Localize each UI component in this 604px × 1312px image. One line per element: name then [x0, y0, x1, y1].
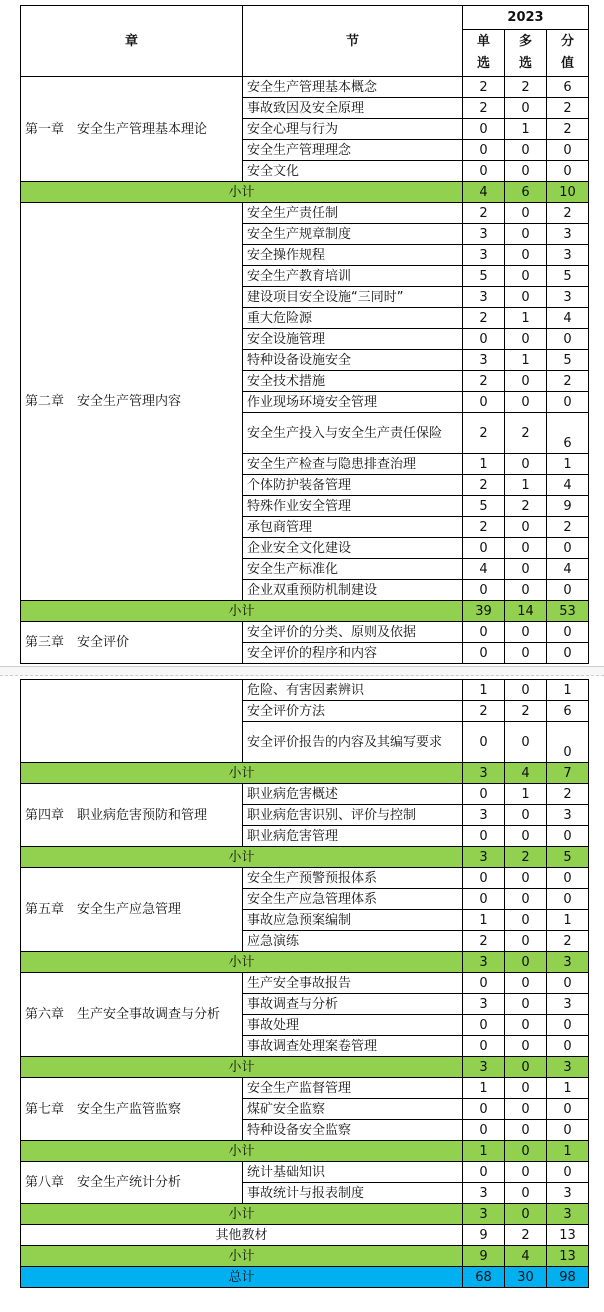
multi-choice-count: 0 — [505, 371, 547, 392]
single-choice-count: 4 — [463, 182, 505, 203]
single-choice-count: 3 — [463, 224, 505, 245]
multi-choice-count: 1 — [505, 784, 547, 805]
single-choice-count: 2 — [463, 701, 505, 722]
single-choice-count: 1 — [463, 910, 505, 931]
multi-choice-count: 0 — [505, 1015, 547, 1036]
section-cell: 事故统计与报表制度 — [243, 1183, 463, 1204]
single-choice-count: 3 — [463, 952, 505, 973]
score-value: 0 — [547, 538, 589, 559]
single-choice-count: 3 — [463, 1057, 505, 1078]
section-cell: 作业现场环境安全管理 — [243, 392, 463, 413]
score-value: 0 — [547, 140, 589, 161]
single-choice-count: 2 — [463, 931, 505, 952]
subtotal-row-label: 小计 — [21, 847, 463, 868]
single-choice-count: 3 — [463, 763, 505, 784]
single-choice-count: 0 — [463, 889, 505, 910]
single-choice-count: 2 — [463, 98, 505, 119]
chapter-cell: 第四章 职业病危害预防和管理 — [21, 784, 243, 847]
single-choice-header: 单选 — [463, 30, 505, 77]
single-choice-count: 4 — [463, 559, 505, 580]
score-value: 4 — [547, 475, 589, 496]
subtotal-row — [21, 1246, 589, 1267]
section-cell: 事故调查与分析 — [243, 994, 463, 1015]
subtotal-row-label: 小计 — [21, 1246, 463, 1267]
single-choice-count: 2 — [463, 517, 505, 538]
section-cell: 建设项目安全设施“三同时” — [243, 287, 463, 308]
score-value: 2 — [547, 784, 589, 805]
single-choice-count: 1 — [463, 680, 505, 701]
chapter-cell: 第五章 安全生产应急管理 — [21, 868, 243, 952]
score-value: 2 — [547, 931, 589, 952]
single-choice-count: 1 — [463, 454, 505, 475]
multi-choice-count: 0 — [505, 931, 547, 952]
score-value: 3 — [547, 224, 589, 245]
section-cell: 安全生产应急管理体系 — [243, 889, 463, 910]
score-value: 0 — [547, 722, 589, 763]
chapter-header: 章 — [21, 6, 243, 77]
single-choice-count: 0 — [463, 622, 505, 643]
score-value: 4 — [547, 559, 589, 580]
single-choice-count: 2 — [463, 413, 505, 454]
multi-choice-count: 0 — [505, 580, 547, 601]
chapter-cell: 第七章 安全生产监管监察 — [21, 1078, 243, 1141]
score-value: 0 — [547, 622, 589, 643]
multi-choice-count: 0 — [505, 973, 547, 994]
single-choice-count: 0 — [463, 140, 505, 161]
multi-choice-count: 0 — [505, 1120, 547, 1141]
multi-choice-count: 0 — [505, 161, 547, 182]
section-cell: 职业病危害识别、评价与控制 — [243, 805, 463, 826]
multi-choice-count: 1 — [505, 119, 547, 140]
multi-choice-count: 0 — [505, 203, 547, 224]
multi-choice-count: 0 — [505, 1204, 547, 1225]
single-choice-count: 0 — [463, 722, 505, 763]
single-choice-count: 3 — [463, 245, 505, 266]
multi-choice-count: 1 — [505, 350, 547, 371]
single-choice-count: 0 — [463, 392, 505, 413]
score-value: 5 — [547, 847, 589, 868]
multi-choice-count: 0 — [505, 889, 547, 910]
score-value: 2 — [547, 371, 589, 392]
multi-choice-count: 0 — [505, 392, 547, 413]
subtotal-row — [21, 601, 589, 622]
multi-choice-count: 0 — [505, 1141, 547, 1162]
single-choice-count: 2 — [463, 371, 505, 392]
multi-choice-count: 0 — [505, 559, 547, 580]
table-row — [21, 77, 589, 98]
grand-total-row-label: 总计 — [21, 1267, 463, 1288]
subtotal-row-label: 小计 — [21, 1057, 463, 1078]
table-row — [21, 680, 589, 701]
section-cell: 企业双重预防机制建设 — [243, 580, 463, 601]
score-value: 0 — [547, 889, 589, 910]
single-choice-count: 68 — [463, 1267, 505, 1288]
multi-choice-count: 1 — [505, 308, 547, 329]
other-textbook-row-label: 其他教材 — [21, 1225, 463, 1246]
multi-choice-count: 2 — [505, 77, 547, 98]
multi-choice-count: 0 — [505, 224, 547, 245]
single-choice-count: 39 — [463, 601, 505, 622]
section-cell: 安全生产标准化 — [243, 559, 463, 580]
subtotal-row — [21, 1204, 589, 1225]
table-row — [21, 973, 589, 994]
chapter-cell: 第二章 安全生产管理内容 — [21, 203, 243, 601]
section-cell: 特种设备设施安全 — [243, 350, 463, 371]
multi-choice-count: 0 — [505, 1099, 547, 1120]
score-value: 6 — [547, 701, 589, 722]
multi-choice-count: 0 — [505, 622, 547, 643]
score-value: 0 — [547, 643, 589, 664]
score-value: 1 — [547, 1078, 589, 1099]
multi-choice-count: 0 — [505, 994, 547, 1015]
single-choice-count: 2 — [463, 77, 505, 98]
single-choice-count: 3 — [463, 847, 505, 868]
score-value: 5 — [547, 350, 589, 371]
score-value: 5 — [547, 266, 589, 287]
multi-choice-count: 0 — [505, 722, 547, 763]
exam-distribution-table-page-2 — [20, 679, 589, 1288]
subtotal-row-label: 小计 — [21, 182, 463, 203]
section-cell: 事故处理 — [243, 1015, 463, 1036]
multi-choice-header: 多选 — [505, 30, 547, 77]
multi-choice-count: 0 — [505, 910, 547, 931]
single-choice-count: 3 — [463, 287, 505, 308]
table-row — [21, 622, 589, 643]
multi-choice-count: 0 — [505, 98, 547, 119]
grand-total-row — [21, 1267, 589, 1288]
section-cell: 安全评价方法 — [243, 701, 463, 722]
section-cell: 个体防护装备管理 — [243, 475, 463, 496]
section-cell: 煤矿安全监察 — [243, 1099, 463, 1120]
score-value: 0 — [547, 161, 589, 182]
section-cell: 安全评价报告的内容及其编写要求 — [243, 722, 463, 763]
section-cell: 安全评价的程序和内容 — [243, 643, 463, 664]
subtotal-row — [21, 1141, 589, 1162]
single-choice-count: 0 — [463, 1162, 505, 1183]
score-value: 1 — [547, 680, 589, 701]
multi-choice-count: 0 — [505, 680, 547, 701]
single-choice-count: 3 — [463, 1183, 505, 1204]
multi-choice-count: 2 — [505, 1225, 547, 1246]
subtotal-row-label: 小计 — [21, 1141, 463, 1162]
score-value: 0 — [547, 973, 589, 994]
section-cell: 安全设施管理 — [243, 329, 463, 350]
multi-choice-count: 0 — [505, 805, 547, 826]
score-value: 6 — [547, 77, 589, 98]
multi-choice-count: 6 — [505, 182, 547, 203]
section-cell: 事故应急预案编制 — [243, 910, 463, 931]
multi-choice-count: 0 — [505, 643, 547, 664]
score-value: 1 — [547, 454, 589, 475]
score-value: 2 — [547, 517, 589, 538]
section-cell: 安全生产投入与安全生产责任保险 — [243, 413, 463, 454]
section-cell: 安全生产预警预报体系 — [243, 868, 463, 889]
score-value: 2 — [547, 119, 589, 140]
multi-choice-count: 2 — [505, 701, 547, 722]
single-choice-count: 0 — [463, 161, 505, 182]
single-choice-count: 0 — [463, 538, 505, 559]
single-choice-count: 0 — [463, 868, 505, 889]
subtotal-row-label: 小计 — [21, 601, 463, 622]
subtotal-row-label: 小计 — [21, 952, 463, 973]
multi-choice-count: 4 — [505, 1246, 547, 1267]
single-choice-count: 2 — [463, 308, 505, 329]
table-row — [21, 1162, 589, 1183]
score-value: 3 — [547, 287, 589, 308]
multi-choice-count: 0 — [505, 454, 547, 475]
single-choice-count: 0 — [463, 119, 505, 140]
subtotal-row — [21, 847, 589, 868]
multi-choice-count: 0 — [505, 1036, 547, 1057]
section-cell: 特殊作业安全管理 — [243, 496, 463, 517]
multi-choice-count: 0 — [505, 140, 547, 161]
multi-choice-count: 0 — [505, 329, 547, 350]
single-choice-count: 0 — [463, 826, 505, 847]
multi-choice-count: 0 — [505, 245, 547, 266]
score-value: 0 — [547, 392, 589, 413]
multi-choice-count: 1 — [505, 475, 547, 496]
section-cell: 重大危险源 — [243, 308, 463, 329]
subtotal-row-label: 小计 — [21, 1204, 463, 1225]
score-value: 1 — [547, 1141, 589, 1162]
score-value: 0 — [547, 1099, 589, 1120]
score-value: 2 — [547, 98, 589, 119]
section-cell: 安全生产管理基本概念 — [243, 77, 463, 98]
multi-choice-count: 0 — [505, 266, 547, 287]
section-cell: 事故调查处理案卷管理 — [243, 1036, 463, 1057]
subtotal-row — [21, 1057, 589, 1078]
subtotal-row — [21, 763, 589, 784]
score-value: 3 — [547, 1204, 589, 1225]
section-cell: 安全心理与行为 — [243, 119, 463, 140]
score-value: 7 — [547, 763, 589, 784]
multi-choice-count: 0 — [505, 1057, 547, 1078]
single-choice-count: 2 — [463, 203, 505, 224]
single-choice-count: 2 — [463, 475, 505, 496]
score-value: 0 — [547, 826, 589, 847]
score-value: 0 — [547, 1162, 589, 1183]
score-value: 13 — [547, 1246, 589, 1267]
score-value: 4 — [547, 308, 589, 329]
single-choice-count: 3 — [463, 1204, 505, 1225]
multi-choice-count: 0 — [505, 1078, 547, 1099]
table-row — [21, 203, 589, 224]
score-value: 0 — [547, 1036, 589, 1057]
score-value: 98 — [547, 1267, 589, 1288]
multi-choice-count: 0 — [505, 1183, 547, 1204]
single-choice-count: 0 — [463, 973, 505, 994]
section-cell: 安全生产规章制度 — [243, 224, 463, 245]
section-cell: 承包商管理 — [243, 517, 463, 538]
multi-choice-count: 0 — [505, 868, 547, 889]
multi-choice-count: 0 — [505, 952, 547, 973]
score-value: 9 — [547, 496, 589, 517]
section-cell: 安全生产责任制 — [243, 203, 463, 224]
score-value: 3 — [547, 994, 589, 1015]
section-cell: 安全技术措施 — [243, 371, 463, 392]
section-cell: 安全生产管理理念 — [243, 140, 463, 161]
score-value: 3 — [547, 952, 589, 973]
score-value: 53 — [547, 601, 589, 622]
section-cell: 生产安全事故报告 — [243, 973, 463, 994]
section-cell: 危险、有害因素辨识 — [243, 680, 463, 701]
section-cell: 安全操作规程 — [243, 245, 463, 266]
score-value: 6 — [547, 413, 589, 454]
other-textbook-row — [21, 1225, 589, 1246]
section-cell: 事故致因及安全原理 — [243, 98, 463, 119]
section-header: 节 — [243, 6, 463, 77]
multi-choice-count: 0 — [505, 1162, 547, 1183]
score-value: 10 — [547, 182, 589, 203]
subtotal-row — [21, 952, 589, 973]
section-cell: 安全生产教育培训 — [243, 266, 463, 287]
section-cell: 安全生产监督管理 — [243, 1078, 463, 1099]
multi-choice-count: 0 — [505, 517, 547, 538]
section-cell: 安全文化 — [243, 161, 463, 182]
section-cell: 应急演练 — [243, 931, 463, 952]
score-value: 1 — [547, 910, 589, 931]
multi-choice-count: 2 — [505, 413, 547, 454]
single-choice-count: 5 — [463, 496, 505, 517]
chapter-cell: 第三章 安全评价 — [21, 622, 243, 664]
single-choice-count: 3 — [463, 350, 505, 371]
score-value: 3 — [547, 805, 589, 826]
multi-choice-count: 2 — [505, 847, 547, 868]
single-choice-count: 1 — [463, 1141, 505, 1162]
single-choice-count: 1 — [463, 1078, 505, 1099]
score-value: 0 — [547, 329, 589, 350]
table-row — [21, 1078, 589, 1099]
single-choice-count: 9 — [463, 1246, 505, 1267]
score-value: 3 — [547, 1057, 589, 1078]
section-cell: 统计基础知识 — [243, 1162, 463, 1183]
score-value: 13 — [547, 1225, 589, 1246]
single-choice-count: 3 — [463, 994, 505, 1015]
score-value: 3 — [547, 245, 589, 266]
score-value: 0 — [547, 1015, 589, 1036]
single-choice-count: 0 — [463, 1036, 505, 1057]
single-choice-count: 0 — [463, 1120, 505, 1141]
single-choice-count: 5 — [463, 266, 505, 287]
chapter-cell: 第一章 安全生产管理基本理论 — [21, 77, 243, 182]
chapter-cell — [21, 680, 243, 763]
multi-choice-count: 0 — [505, 826, 547, 847]
score-value: 0 — [547, 580, 589, 601]
multi-choice-count: 2 — [505, 496, 547, 517]
single-choice-count: 0 — [463, 580, 505, 601]
section-cell: 职业病危害管理 — [243, 826, 463, 847]
multi-choice-count: 14 — [505, 601, 547, 622]
chapter-cell: 第八章 安全生产统计分析 — [21, 1162, 243, 1204]
single-choice-count: 0 — [463, 329, 505, 350]
exam-distribution-table-page-1 — [20, 5, 589, 664]
single-choice-count: 0 — [463, 1015, 505, 1036]
single-choice-count: 0 — [463, 1099, 505, 1120]
subtotal-row — [21, 182, 589, 203]
section-cell: 安全评价的分类、原则及依据 — [243, 622, 463, 643]
single-choice-count: 0 — [463, 643, 505, 664]
page-break — [0, 666, 604, 676]
chapter-cell: 第六章 生产安全事故调查与分析 — [21, 973, 243, 1057]
single-choice-count: 3 — [463, 805, 505, 826]
table-row — [21, 784, 589, 805]
subtotal-row-label: 小计 — [21, 763, 463, 784]
table-row — [21, 868, 589, 889]
multi-choice-count: 0 — [505, 538, 547, 559]
multi-choice-count: 4 — [505, 763, 547, 784]
section-cell: 安全生产检查与隐患排查治理 — [243, 454, 463, 475]
score-value: 0 — [547, 1120, 589, 1141]
section-cell: 特种设备安全监察 — [243, 1120, 463, 1141]
multi-choice-count: 30 — [505, 1267, 547, 1288]
section-cell: 企业安全文化建设 — [243, 538, 463, 559]
section-cell: 职业病危害概述 — [243, 784, 463, 805]
single-choice-count: 0 — [463, 784, 505, 805]
year-header: 2023 — [463, 6, 589, 30]
single-choice-count: 9 — [463, 1225, 505, 1246]
score-value: 2 — [547, 203, 589, 224]
multi-choice-count: 0 — [505, 287, 547, 308]
score-value: 0 — [547, 868, 589, 889]
score-header: 分值 — [547, 30, 589, 77]
score-value: 3 — [547, 1183, 589, 1204]
